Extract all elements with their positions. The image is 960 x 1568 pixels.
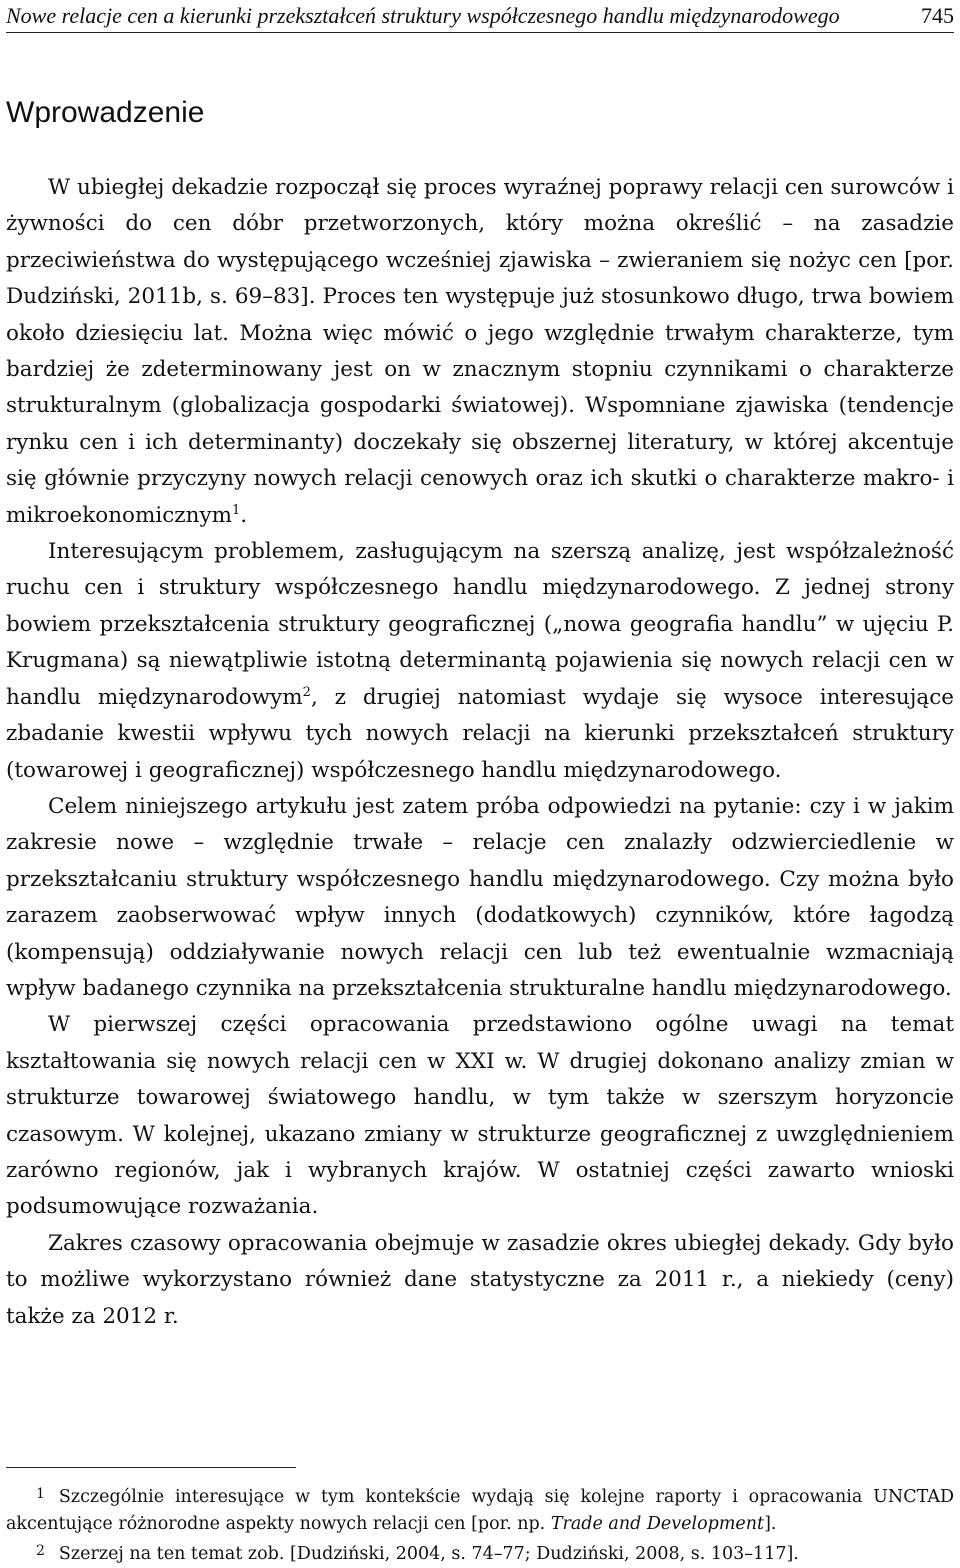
footnote-ref-1: 1 (232, 502, 241, 518)
footnote-1-end: ]. (764, 1514, 777, 1534)
paragraph-2 (6, 534, 954, 789)
footnote-divider (6, 1467, 296, 1468)
paragraph-3: Celem niniejszego artykułu jest zatem próba odpowiedzi na pytanie: czy i w jakim zakresie nowe – względnie trwałe – relacje cen znalazły odzwierciedlenie w przekształcaniu struktury współczesnego handlu międzynarodowego. Czy można było zarazem zaobserwować wpływ innych (dodatkowych) czynników, które łagodzą (kompensują) oddziaływanie nowych relacji cen lub też ewentualnie wzmacniają wpływ badanego czynnika na przekształcenia strukturalne handlu międzynarodowego. (6, 793, 954, 1001)
paragraph-5: Zakres czasowy opracowania obejmuje w zasadzie okres ubiegłej dekady. Gdy było to możliwe wykorzystano również dane statystyczne za 2011 r., a niekiedy (ceny) także za 2012 r. (6, 1230, 954, 1329)
paragraph-1 (6, 170, 954, 534)
body-text (6, 170, 954, 1335)
footnote-1-number: 1 (36, 1486, 45, 1502)
running-header (6, 2, 954, 33)
running-title: Nowe relacje cen a kierunki przekształceń struktury współczesnego handlu międzynarodowego (6, 3, 840, 28)
footnotes (6, 1481, 954, 1568)
footnote-1-italic-title: Trade and Development (550, 1514, 765, 1534)
section-title: Wprowadzenie (6, 96, 205, 129)
footnote-1 (6, 1481, 954, 1538)
footnote-ref-2: 2 (302, 684, 311, 700)
paragraph-1-text: W ubiegłej dekadzie rozpoczął się proces wyraźnej poprawy relacji cen surowców i żywności do cen dóbr przetworzonych, który można określić – na zasadzie przeciwieństwa do występującego wcześniej zjawiska – zwieraniem się nożyc cen [por. Dudziński, 2011b, s. 69–83]. Proces ten występuje już stosunkowo długo, trwa bowiem około dziesięciu lat. Można więc mówić o jego względnie trwałym charakterze, tym bardziej że zdeterminowany jest on w znacznym stopniu czynnikami o charakterze strukturalnym (globalizacja gospodarki światowej). Wspomniane zjawiska (tendencje rynku cen i ich determinanty) doczekały się obszernej literatury, w której akcentuje się głównie przyczyny nowych relacji cenowych oraz ich skutki o charakterze makro- i mikroekonomicznym (6, 175, 954, 528)
footnote-2-number: 2 (36, 1543, 45, 1559)
paragraph-2-end: , z drugiej natomiast wydaje się wysoce interesujące zbadanie kwestii wpływu tych nowych relacji na kierunki przekształceń struktury (towarowej i geograficznej) współczesnego handlu międzynarodowego. (6, 684, 954, 783)
footnote-2-text: Szerzej na ten temat zob. [Dudziński, 2004, s. 74–77; Dudziński, 2008, s. 103–117]. (58, 1544, 799, 1564)
paragraph-2-text: Interesującym problemem, zasługującym na szerszą analizę, jest współzależność ruchu cen i struktury współczesnego handlu międzynarodowego. Z jednej strony bowiem przekształcenia struktury geograficznej („nowa geografia handlu” w ujęciu P. Krugmana) są niewątpliwie istotną determinantą pojawienia się nowych relacji cen w handlu międzynarodowym (6, 539, 954, 710)
paragraph-4: W pierwszej części opracowania przedstawiono ogólne uwagi na temat kształtowania się nowych relacji cen w XXI w. W drugiej dokonano analizy zmian w strukturze towarowej światowego handlu, w tym także w szerszym horyzoncie czasowym. W kolejnej, ukazano zmiany w strukturze geograficznej z uwzględnieniem zarówno regionów, jak i wybranych krajów. W ostatniej części zawarto wnioski podsumowujące rozważania. (6, 1012, 954, 1220)
footnote-1-text: Szczególnie interesujące w tym kontekście wydają się kolejne raporty i opracowania UNCTAD akcentujące różnorodne aspekty nowych relacji cen [por. np. (6, 1487, 954, 1534)
paragraph-1-end: . (240, 502, 248, 528)
page-number: 745 (921, 3, 954, 28)
